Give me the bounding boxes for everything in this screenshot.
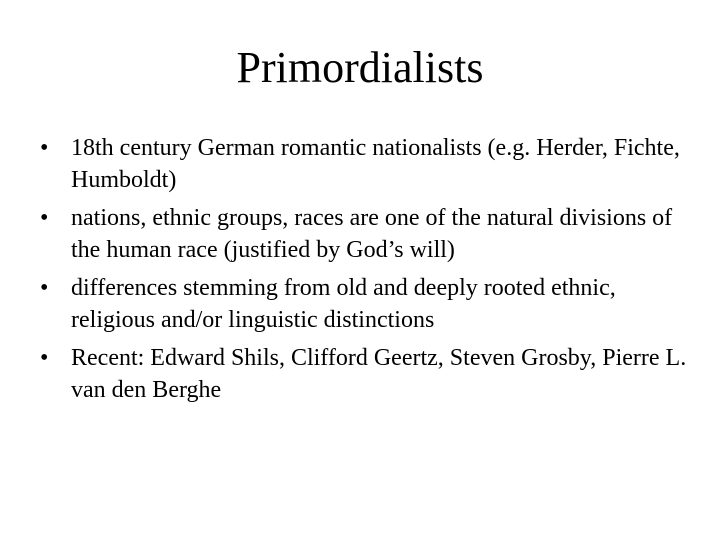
bullet-item xyxy=(36,342,696,406)
bullet-text: nations, ethnic groups, races are one of the natural divisions of the human race (justified by God’s will) xyxy=(71,205,673,263)
bullet-item xyxy=(36,202,696,266)
bullet-text: differences stemming from old and deeply rooted ethnic, religious and/or linguistic distinctions xyxy=(71,275,616,333)
bullet-icon: • xyxy=(40,205,49,231)
bullet-icon: • xyxy=(40,135,49,161)
bullet-text: Recent: Edward Shils, Clifford Geertz, Steven Grosby, Pierre L. van den Berghe xyxy=(71,345,687,403)
bullet-icon: • xyxy=(40,345,49,371)
bullet-icon: • xyxy=(40,275,49,301)
bullet-text: 18th century German romantic nationalists (e.g. Herder, Fichte, Humboldt) xyxy=(71,135,680,193)
bullet-item xyxy=(36,272,696,336)
bullet-list xyxy=(36,132,696,412)
slide-title: Primordialists xyxy=(236,43,484,92)
bullet-item xyxy=(36,132,696,196)
